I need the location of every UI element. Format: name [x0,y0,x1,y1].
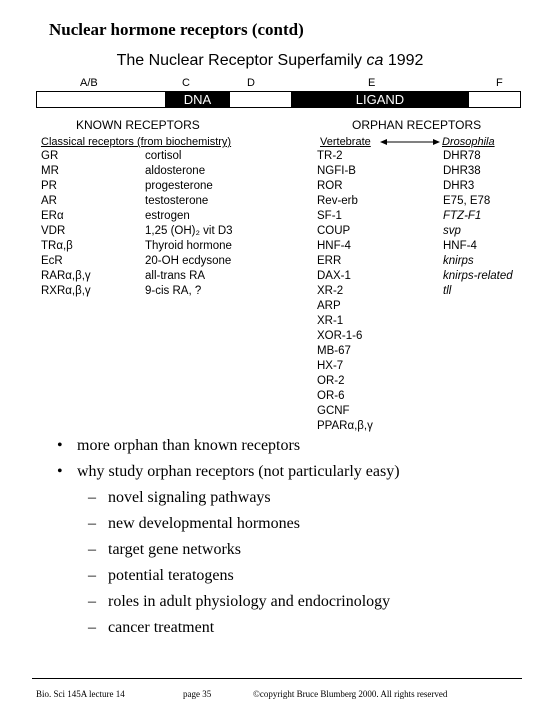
receptor-name: PR [41,180,57,192]
domain-label-ab: A/B [80,77,98,89]
sub-bullet-mark: – [88,567,96,584]
figure-title-italic: ca [366,52,384,69]
orphan-receptor: DHR78 [443,150,481,162]
orphan-receptor: svp [443,225,461,237]
double-arrow-icon [380,138,440,146]
sub-bullet-text: roles in adult physiology and endocrinology [108,593,391,610]
orphan-receptor: DAX-1 [317,270,351,282]
receptor-name: ERα [41,210,64,222]
ligand-name: progesterone [145,180,213,192]
receptor-name: RXRα,β,γ [41,285,91,297]
ligand-name: aldosterone [145,165,206,177]
sub-bullet-text: potential teratogens [108,567,234,584]
bullet-text: more orphan than known receptors [77,437,301,454]
vertebrate-subheading: Vertebrate [320,136,371,148]
bullet-text: why study orphan receptors (not particularly easy) [77,463,400,480]
known-ligand-list [145,149,233,299]
ligand-name: estrogen [145,210,190,222]
domain-label-f: F [496,77,503,89]
orphan-receptor: ARP [317,300,341,312]
ligand-name: cortisol [145,150,182,162]
orphan-receptor: DHR3 [443,180,475,192]
receptor-name: RARα,β,γ [41,270,91,282]
vertebrate-orphan-list [317,149,373,434]
dna-label: DNA [183,92,212,107]
ligand-binding-domain [291,91,469,108]
receptor-name: EcR [41,255,63,267]
orphan-receptor: MB-67 [317,345,351,357]
domain-label-e: E [368,77,376,89]
sub-bullet-text: cancer treatment [108,619,215,636]
ligand-name: 1,25 (OH)₂ vit D3 [145,225,233,237]
orphan-receptor: Rev-erb [317,195,358,207]
orphan-receptor: GCNF [317,405,350,417]
known-receptor-list [41,149,91,299]
orphan-receptor: HX-7 [317,360,344,372]
orphan-receptor: ERR [317,255,342,267]
orphan-receptor: PPARα,β,γ [317,420,373,432]
dna-binding-domain [165,91,230,108]
orphan-receptor: SF-1 [317,210,342,222]
receptor-name: AR [41,195,57,207]
classical-receptors-subheading: Classical receptors (from biochemistry) [41,136,232,148]
ligand-name: Thyroid hormone [145,240,232,252]
orphan-receptors-heading: ORPHAN RECEPTORS [352,118,482,132]
figure-title [0,52,540,70]
sub-bullet-mark: – [88,593,96,610]
orphan-receptor: TR-2 [317,150,343,162]
orphan-receptor: knirps [443,255,474,267]
footer-course: Bio. Sci 145A lecture 14 [36,689,125,699]
orphan-receptor: E75, E78 [443,195,491,207]
bullet-mark: • [57,437,63,454]
drosophila-subheading: Drosophila [442,136,495,148]
slide-title: Nuclear hormone receptors (contd) [49,20,304,39]
footer-divider [32,678,522,679]
orphan-receptor: OR-2 [317,375,345,387]
sub-bullet-text: new developmental hormones [108,515,300,532]
receptor-name: VDR [41,225,66,237]
figure-title-suffix: 1992 [383,52,424,69]
domain-label-d: D [247,77,255,89]
orphan-receptor: XR-1 [317,315,344,327]
receptor-name: TRα,β [41,240,73,252]
orphan-receptor: COUP [317,225,351,237]
sub-bullet-mark: – [88,619,96,636]
ligand-name: testosterone [145,195,209,207]
orphan-receptor: HNF-4 [317,240,351,252]
orphan-receptor: knirps-related [443,270,513,282]
receptor-name: GR [41,150,59,162]
ligand-name: 9-cis RA, ? [145,285,202,297]
footer-page-number: page 35 [183,689,212,699]
figure-title-prefix: The Nuclear Receptor Superfamily [116,52,367,69]
orphan-receptor: NGFI-B [317,165,356,177]
footer-copyright: ©copyright Bruce Blumberg 2000. All rights reserved [253,689,448,699]
ligand-name: 20-OH ecdysone [145,255,232,267]
domain-label-c: C [182,77,190,89]
known-receptors-heading: KNOWN RECEPTORS [76,118,200,132]
sub-bullet-text: target gene networks [108,541,241,558]
orphan-receptor: FTZ-F1 [443,210,482,222]
orphan-receptor: tll [443,285,452,297]
sub-bullet-mark: – [88,541,96,558]
orphan-receptor: XR-2 [317,285,344,297]
orphan-receptor: HNF-4 [443,240,477,252]
orphan-receptor: DHR38 [443,165,481,177]
sub-bullet-mark: – [88,515,96,532]
drosophila-orphan-list [443,149,513,299]
orphan-receptor: ROR [317,180,343,192]
orphan-receptor: OR-6 [317,390,345,402]
bullet-mark: • [57,463,63,480]
ligand-label: LIGAND [355,92,405,107]
sub-bullet-mark: – [88,489,96,506]
orphan-receptor: XOR-1-6 [317,330,363,342]
receptor-name: MR [41,165,59,177]
sub-bullet-text: novel signaling pathways [108,489,271,506]
ligand-name: all-trans RA [145,270,206,282]
